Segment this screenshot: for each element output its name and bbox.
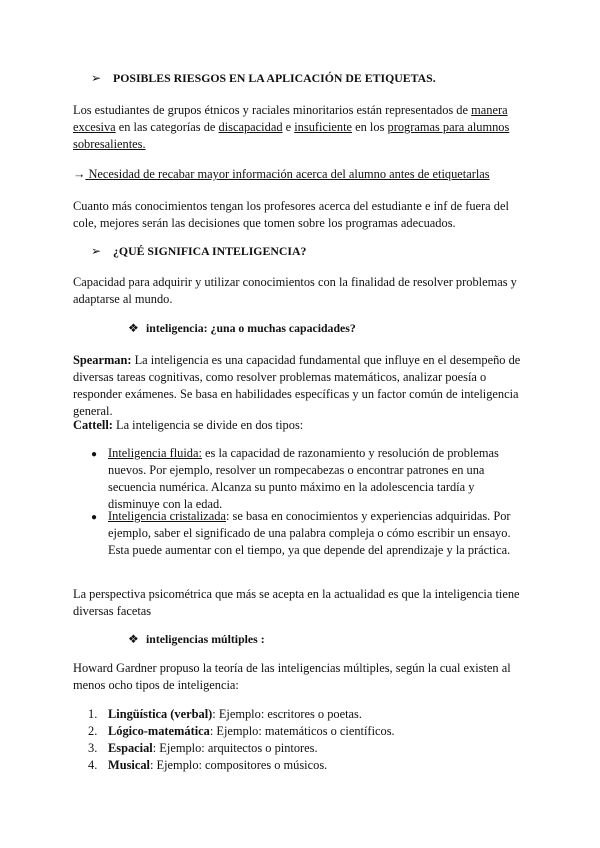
text-run: e <box>282 120 295 134</box>
author-text: La inteligencia se divide en dos tipos: <box>112 418 304 432</box>
list-text: : Ejemplo: escritores o poetas. <box>212 707 362 721</box>
author-text: La inteligencia es una capacidad fundamental que influye en el desempeño de diversas tareas cognitivas, como resolver problemas matemáticos, analizar poesía o responder exámenes. Se basa en habilidades específicas y un factor común de inteligencia general. <box>73 353 521 418</box>
subheading-text: inteligencia: ¿una o muchas capacidades? <box>146 321 356 335</box>
section-heading-text: POSIBLES RIESGOS EN LA APLICACIÓN DE ETIQUETAS. <box>113 71 436 85</box>
author-label: Cattell: <box>73 418 113 432</box>
bullet-term: Inteligencia cristalizada <box>108 509 226 523</box>
author-label: Spearman: <box>73 353 132 367</box>
paragraph-definicion: Capacidad para adquirir y utilizar conocimientos con la finalidad de resolver problemas y adaptarse al mundo. <box>73 275 517 306</box>
section-heading-inteligencia <box>91 243 306 259</box>
list-number: 4. <box>88 758 98 772</box>
section-heading-riesgos <box>91 70 436 86</box>
text-run: en las categorías de <box>115 120 219 134</box>
bullet-item <box>108 508 528 559</box>
right-arrow-icon: → <box>73 167 86 181</box>
underlined-text: manera excesiva <box>73 103 508 134</box>
list-text: : Ejemplo: arquitectos o pintores. <box>152 741 318 755</box>
list-item <box>108 723 395 740</box>
section-heading-text: ¿QUÉ SIGNIFICA INTELIGENCIA? <box>113 244 307 258</box>
subheading-text: inteligencias múltiples : <box>146 632 265 646</box>
list-term: Espacial <box>108 741 153 755</box>
paragraph-psicometrica: La perspectiva psicométrica que más se acepta en la actualidad es que la inteligencia tiene diversas facetas <box>73 587 520 618</box>
note-line <box>73 166 528 183</box>
note-text: Necesidad de recabar mayor información acerca del alumno antes de etiquetarlas <box>85 167 490 181</box>
paragraph-riesgos <box>73 102 528 153</box>
list-term: Musical <box>108 758 150 772</box>
underlined-text: discapacidad <box>218 120 283 134</box>
arrow-bullet-icon: ➢ <box>91 71 101 85</box>
list-item <box>108 740 318 757</box>
list-term: Lógico-matemática <box>108 724 210 738</box>
diamond-bullet-icon: ❖ <box>128 321 139 335</box>
bullet-dot-icon: ● <box>91 512 98 523</box>
diamond-bullet-icon: ❖ <box>128 632 139 646</box>
list-number: 3. <box>88 741 98 755</box>
bullet-term: Inteligencia fluida: <box>108 446 202 460</box>
list-item <box>108 706 362 723</box>
bullet-item <box>108 445 528 513</box>
text-run: en los <box>352 120 388 134</box>
bullet-dot-icon: ● <box>91 449 98 460</box>
text-run: Los estudiantes de grupos étnicos y raciales minoritarios están representados de <box>73 103 472 117</box>
bullet-text: es la capacidad de razonamiento y resolución de problemas nuevos. Por ejemplo, resolver un rompecabezas o encontrar patrones en una secuencia numérica. Alcanza su punto máximo en la adolescencia tardía y disminuye con la edad. <box>108 446 499 511</box>
list-text: : Ejemplo: matemáticos o científicos. <box>209 724 395 738</box>
arrow-bullet-icon: ➢ <box>91 244 101 258</box>
underlined-text: programas para alumnos sobresalientes. <box>73 120 510 151</box>
subheading-multiples <box>128 631 265 647</box>
list-term: Lingüística (verbal) <box>108 707 213 721</box>
underlined-text: insuficiente <box>294 120 353 134</box>
subheading-capacidades <box>128 320 356 336</box>
list-text: : Ejemplo: compositores o músicos. <box>150 758 328 772</box>
paragraph-cattell <box>73 417 528 434</box>
list-item <box>108 757 327 774</box>
paragraph-conocimientos: Cuanto más conocimientos tengan los profesores acerca del estudiante e inf de fuera del cole, mejores serán las decisiones que tomen sobre los programas adecuados. <box>73 199 509 230</box>
paragraph-spearman <box>73 352 528 420</box>
list-number: 2. <box>88 724 98 738</box>
bullet-text: : se basa en conocimientos y experiencias adquiridas. Por ejemplo, saber el significado de una palabra compleja o cómo escribir un ensayo. Esta puede aumentar con el tiempo, ya que depende del aprendizaje y la práctica. <box>108 509 511 557</box>
paragraph-gardner: Howard Gardner propuso la teoría de las inteligencias múltiples, según la cual existen al menos ocho tipos de inteligencia: <box>73 661 511 692</box>
list-number: 1. <box>88 707 98 721</box>
